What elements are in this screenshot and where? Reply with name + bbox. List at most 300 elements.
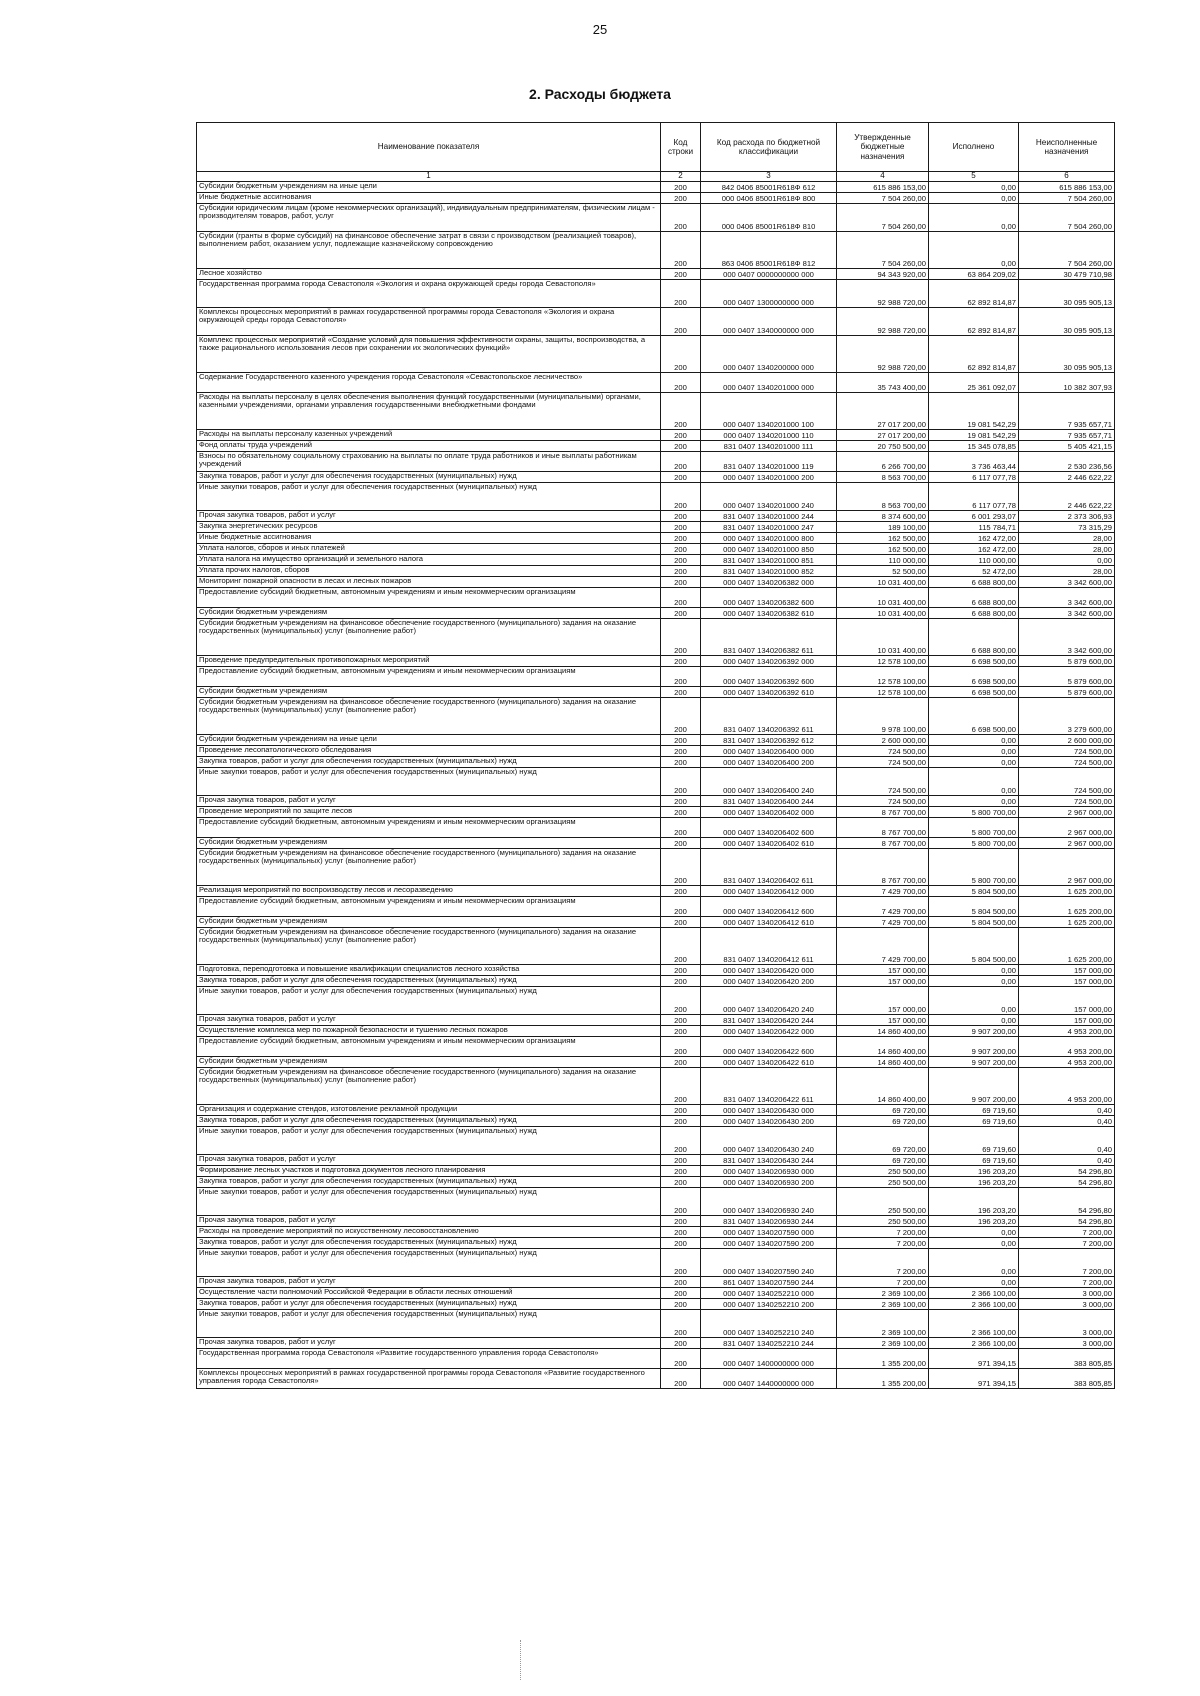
row-approved: 8 767 700,00 bbox=[837, 849, 929, 886]
row-approved: 250 500,00 bbox=[837, 1177, 929, 1188]
row-budget-code: 831 0407 1340206382 611 bbox=[701, 619, 837, 656]
row-line-code: 200 bbox=[661, 1338, 701, 1349]
row-executed: 6 688 800,00 bbox=[929, 588, 1019, 608]
row-budget-code: 000 0407 1340206382 000 bbox=[701, 577, 837, 588]
table-row bbox=[197, 757, 1115, 768]
row-line-code: 200 bbox=[661, 336, 701, 373]
row-unexecuted: 4 953 200,00 bbox=[1019, 1037, 1115, 1057]
row-unexecuted: 5 879 600,00 bbox=[1019, 667, 1115, 687]
row-name: Субсидии бюджетным учреждениям bbox=[197, 1057, 661, 1068]
row-unexecuted: 3 000,00 bbox=[1019, 1299, 1115, 1310]
row-executed: 6 698 500,00 bbox=[929, 656, 1019, 667]
row-executed: 110 000,00 bbox=[929, 555, 1019, 566]
table-row bbox=[197, 1155, 1115, 1166]
row-unexecuted: 28,00 bbox=[1019, 544, 1115, 555]
row-unexecuted: 724 500,00 bbox=[1019, 796, 1115, 807]
row-name: Проведение предупредительных противопожарных мероприятий bbox=[197, 656, 661, 667]
row-unexecuted: 54 296,80 bbox=[1019, 1216, 1115, 1227]
row-approved: 157 000,00 bbox=[837, 965, 929, 976]
row-budget-code: 000 0407 1340252210 240 bbox=[701, 1310, 837, 1338]
row-approved: 724 500,00 bbox=[837, 757, 929, 768]
row-budget-code: 000 0407 1340206930 000 bbox=[701, 1166, 837, 1177]
row-budget-code: 000 0407 1340206400 000 bbox=[701, 746, 837, 757]
table-row bbox=[197, 1238, 1115, 1249]
row-executed: 0,00 bbox=[929, 1277, 1019, 1288]
row-name: Лесное хозяйство bbox=[197, 269, 661, 280]
table-row bbox=[197, 667, 1115, 687]
row-unexecuted: 4 953 200,00 bbox=[1019, 1026, 1115, 1037]
row-executed: 6 688 800,00 bbox=[929, 608, 1019, 619]
row-executed: 0,00 bbox=[929, 204, 1019, 232]
row-budget-code: 000 0407 1340000000 000 bbox=[701, 308, 837, 336]
row-unexecuted: 5 879 600,00 bbox=[1019, 656, 1115, 667]
table-row bbox=[197, 441, 1115, 452]
row-name: Подготовка, переподготовка и повышение квалификации специалистов лесного хозяйства bbox=[197, 965, 661, 976]
row-unexecuted: 1 625 200,00 bbox=[1019, 917, 1115, 928]
row-budget-code: 000 0407 0000000000 000 bbox=[701, 269, 837, 280]
row-line-code: 200 bbox=[661, 1227, 701, 1238]
row-unexecuted: 3 279 600,00 bbox=[1019, 698, 1115, 735]
row-name: Закупка товаров, работ и услуг для обеспечения государственных (муниципальных) нужд bbox=[197, 1238, 661, 1249]
table-row bbox=[197, 886, 1115, 897]
row-name: Иные закупки товаров, работ и услуг для обеспечения государственных (муниципальных) нужд bbox=[197, 1310, 661, 1338]
row-approved: 14 860 400,00 bbox=[837, 1057, 929, 1068]
row-line-code: 200 bbox=[661, 667, 701, 687]
column-number: 3 bbox=[701, 172, 837, 182]
table-row bbox=[197, 1349, 1115, 1369]
table-row bbox=[197, 1338, 1115, 1349]
row-line-code: 200 bbox=[661, 533, 701, 544]
row-approved: 157 000,00 bbox=[837, 976, 929, 987]
row-budget-code: 831 0407 1340201000 851 bbox=[701, 555, 837, 566]
row-approved: 157 000,00 bbox=[837, 1015, 929, 1026]
table-row bbox=[197, 818, 1115, 838]
row-budget-code: 842 0406 85001R618Ф 612 bbox=[701, 182, 837, 193]
row-line-code: 200 bbox=[661, 1299, 701, 1310]
row-unexecuted: 2 600 000,00 bbox=[1019, 735, 1115, 746]
table-row bbox=[197, 1188, 1115, 1216]
row-budget-code: 831 0407 1340206392 612 bbox=[701, 735, 837, 746]
row-approved: 250 500,00 bbox=[837, 1166, 929, 1177]
row-name: Расходы на выплаты персоналу в целях обеспечения выполнения функций государственными (муниципальными) органами, казенными учреждениями, органами управления государственными внебюджетными фондами bbox=[197, 393, 661, 430]
row-name: Организация и содержание стендов, изготовление рекламной продукции bbox=[197, 1105, 661, 1116]
row-approved: 14 860 400,00 bbox=[837, 1026, 929, 1037]
row-budget-code: 831 0407 1340201000 247 bbox=[701, 522, 837, 533]
row-unexecuted: 7 504 260,00 bbox=[1019, 193, 1115, 204]
row-approved: 724 500,00 bbox=[837, 768, 929, 796]
row-name: Закупка товаров, работ и услуг для обеспечения государственных (муниципальных) нужд bbox=[197, 1177, 661, 1188]
row-approved: 162 500,00 bbox=[837, 544, 929, 555]
row-unexecuted: 1 625 200,00 bbox=[1019, 886, 1115, 897]
row-executed: 52 472,00 bbox=[929, 566, 1019, 577]
row-executed: 0,00 bbox=[929, 1249, 1019, 1277]
row-budget-code: 000 0407 1340206422 610 bbox=[701, 1057, 837, 1068]
row-name: Закупка товаров, работ и услуг для обеспечения государственных (муниципальных) нужд bbox=[197, 1299, 661, 1310]
row-line-code: 200 bbox=[661, 472, 701, 483]
row-executed: 69 719,60 bbox=[929, 1155, 1019, 1166]
row-approved: 7 429 700,00 bbox=[837, 928, 929, 965]
row-line-code: 200 bbox=[661, 1068, 701, 1105]
row-line-code: 200 bbox=[661, 588, 701, 608]
row-unexecuted: 2 967 000,00 bbox=[1019, 818, 1115, 838]
row-budget-code: 000 0407 1340252210 200 bbox=[701, 1299, 837, 1310]
row-executed: 9 907 200,00 bbox=[929, 1057, 1019, 1068]
row-name: Закупка товаров, работ и услуг для обеспечения государственных (муниципальных) нужд bbox=[197, 472, 661, 483]
row-budget-code: 000 0407 1340201000 800 bbox=[701, 533, 837, 544]
table-row bbox=[197, 483, 1115, 511]
row-name: Закупка товаров, работ и услуг для обеспечения государственных (муниципальных) нужд bbox=[197, 976, 661, 987]
row-unexecuted: 3 000,00 bbox=[1019, 1288, 1115, 1299]
row-line-code: 200 bbox=[661, 430, 701, 441]
row-unexecuted: 54 296,80 bbox=[1019, 1177, 1115, 1188]
row-name: Субсидии бюджетным учреждениям bbox=[197, 917, 661, 928]
row-unexecuted: 724 500,00 bbox=[1019, 746, 1115, 757]
row-executed: 62 892 814,87 bbox=[929, 308, 1019, 336]
row-budget-code: 000 0407 1340207590 000 bbox=[701, 1227, 837, 1238]
row-unexecuted: 0,40 bbox=[1019, 1127, 1115, 1155]
row-unexecuted: 30 095 905,13 bbox=[1019, 308, 1115, 336]
row-unexecuted: 5 405 421,15 bbox=[1019, 441, 1115, 452]
row-name: Проведение лесопатологического обследования bbox=[197, 746, 661, 757]
row-executed: 6 117 077,78 bbox=[929, 483, 1019, 511]
row-budget-code: 831 0407 1340206402 611 bbox=[701, 849, 837, 886]
row-approved: 92 988 720,00 bbox=[837, 280, 929, 308]
row-unexecuted: 28,00 bbox=[1019, 533, 1115, 544]
row-unexecuted: 4 953 200,00 bbox=[1019, 1057, 1115, 1068]
row-approved: 7 504 260,00 bbox=[837, 193, 929, 204]
row-budget-code: 000 0407 1340201000 100 bbox=[701, 393, 837, 430]
row-executed: 19 081 542,29 bbox=[929, 393, 1019, 430]
row-unexecuted: 30 479 710,98 bbox=[1019, 269, 1115, 280]
row-budget-code: 000 0407 1340207590 240 bbox=[701, 1249, 837, 1277]
row-name: Фонд оплаты труда учреждений bbox=[197, 441, 661, 452]
row-budget-code: 000 0406 85001R618Ф 810 bbox=[701, 204, 837, 232]
row-name: Прочая закупка товаров, работ и услуг bbox=[197, 796, 661, 807]
row-budget-code: 000 0407 1340206402 610 bbox=[701, 838, 837, 849]
row-executed: 9 907 200,00 bbox=[929, 1068, 1019, 1105]
row-executed: 2 366 100,00 bbox=[929, 1288, 1019, 1299]
row-approved: 9 978 100,00 bbox=[837, 698, 929, 735]
row-executed: 2 366 100,00 bbox=[929, 1338, 1019, 1349]
table-row bbox=[197, 193, 1115, 204]
row-unexecuted: 157 000,00 bbox=[1019, 976, 1115, 987]
row-approved: 250 500,00 bbox=[837, 1188, 929, 1216]
row-line-code: 200 bbox=[661, 1249, 701, 1277]
row-unexecuted: 0,40 bbox=[1019, 1105, 1115, 1116]
row-approved: 7 200,00 bbox=[837, 1227, 929, 1238]
row-budget-code: 000 0407 1340206402 000 bbox=[701, 807, 837, 818]
row-approved: 7 429 700,00 bbox=[837, 886, 929, 897]
row-line-code: 200 bbox=[661, 1105, 701, 1116]
row-budget-code: 000 0407 1340201000 000 bbox=[701, 373, 837, 393]
table-row bbox=[197, 619, 1115, 656]
row-line-code: 200 bbox=[661, 796, 701, 807]
table-row bbox=[197, 987, 1115, 1015]
row-name: Иные закупки товаров, работ и услуг для обеспечения государственных (муниципальных) нужд bbox=[197, 987, 661, 1015]
row-budget-code: 000 0407 1340206382 600 bbox=[701, 588, 837, 608]
row-budget-code: 000 0407 1340206412 600 bbox=[701, 897, 837, 917]
table-row bbox=[197, 269, 1115, 280]
header-approved: Утвержденные бюджетные назначения bbox=[837, 123, 929, 172]
row-executed: 63 864 209,02 bbox=[929, 269, 1019, 280]
row-name: Иные закупки товаров, работ и услуг для обеспечения государственных (муниципальных) нужд bbox=[197, 1127, 661, 1155]
table-row bbox=[197, 204, 1115, 232]
row-line-code: 200 bbox=[661, 1288, 701, 1299]
table-row bbox=[197, 1116, 1115, 1127]
row-name: Иные бюджетные ассигнования bbox=[197, 533, 661, 544]
row-approved: 8 767 700,00 bbox=[837, 838, 929, 849]
row-line-code: 200 bbox=[661, 1166, 701, 1177]
row-unexecuted: 2 967 000,00 bbox=[1019, 838, 1115, 849]
column-number: 5 bbox=[929, 172, 1019, 182]
row-line-code: 200 bbox=[661, 849, 701, 886]
row-line-code: 200 bbox=[661, 698, 701, 735]
row-unexecuted: 2 373 306,93 bbox=[1019, 511, 1115, 522]
row-budget-code: 000 0407 1440000000 000 bbox=[701, 1369, 837, 1389]
row-line-code: 200 bbox=[661, 1310, 701, 1338]
row-unexecuted: 7 200,00 bbox=[1019, 1227, 1115, 1238]
row-unexecuted: 2 967 000,00 bbox=[1019, 849, 1115, 886]
row-budget-code: 000 0407 1340206392 000 bbox=[701, 656, 837, 667]
row-line-code: 200 bbox=[661, 735, 701, 746]
row-line-code: 200 bbox=[661, 269, 701, 280]
row-budget-code: 000 0407 1340201000 110 bbox=[701, 430, 837, 441]
row-line-code: 200 bbox=[661, 656, 701, 667]
row-executed: 0,00 bbox=[929, 965, 1019, 976]
row-name: Уплата прочих налогов, сборов bbox=[197, 566, 661, 577]
table-row bbox=[197, 698, 1115, 735]
row-name: Предоставление субсидий бюджетным, автономным учреждениям и иным некоммерческим организациям bbox=[197, 818, 661, 838]
row-name: Иные закупки товаров, работ и услуг для обеспечения государственных (муниципальных) нужд bbox=[197, 768, 661, 796]
row-executed: 2 366 100,00 bbox=[929, 1310, 1019, 1338]
table-row bbox=[197, 1015, 1115, 1026]
table-row bbox=[197, 182, 1115, 193]
row-executed: 5 804 500,00 bbox=[929, 928, 1019, 965]
row-unexecuted: 0,00 bbox=[1019, 555, 1115, 566]
row-budget-code: 863 0406 85001R618Ф 812 bbox=[701, 232, 837, 269]
row-budget-code: 831 0407 1340201000 852 bbox=[701, 566, 837, 577]
table-row bbox=[197, 555, 1115, 566]
row-executed: 0,00 bbox=[929, 1227, 1019, 1238]
table-row bbox=[197, 1177, 1115, 1188]
row-budget-code: 000 0407 1340206392 610 bbox=[701, 687, 837, 698]
row-name: Субсидии бюджетным учреждениям на финансовое обеспечение государственного (муниципального) задания на оказание государственных (муниципальных) услуг (выполнение работ) bbox=[197, 1068, 661, 1105]
row-executed: 62 892 814,87 bbox=[929, 336, 1019, 373]
table-row bbox=[197, 1288, 1115, 1299]
row-approved: 2 369 100,00 bbox=[837, 1338, 929, 1349]
row-approved: 94 343 920,00 bbox=[837, 269, 929, 280]
row-unexecuted: 7 200,00 bbox=[1019, 1249, 1115, 1277]
row-line-code: 200 bbox=[661, 182, 701, 193]
row-line-code: 200 bbox=[661, 544, 701, 555]
row-line-code: 200 bbox=[661, 1026, 701, 1037]
row-line-code: 200 bbox=[661, 393, 701, 430]
header-unexecuted: Неисполненные назначения bbox=[1019, 123, 1115, 172]
header-line-code: Код строки bbox=[661, 123, 701, 172]
row-line-code: 200 bbox=[661, 1037, 701, 1057]
row-approved: 69 720,00 bbox=[837, 1105, 929, 1116]
row-name: Предоставление субсидий бюджетным, автономным учреждениям и иным некоммерческим организациям bbox=[197, 588, 661, 608]
table-row bbox=[197, 1277, 1115, 1288]
row-name: Расходы на выплаты персоналу казенных учреждений bbox=[197, 430, 661, 441]
row-unexecuted: 1 625 200,00 bbox=[1019, 928, 1115, 965]
row-name: Субсидии бюджетным учреждениям bbox=[197, 687, 661, 698]
table-row bbox=[197, 838, 1115, 849]
row-executed: 0,00 bbox=[929, 1015, 1019, 1026]
row-line-code: 200 bbox=[661, 818, 701, 838]
row-name: Субсидии бюджетным учреждениям на финансовое обеспечение государственного (муниципального) задания на оказание государственных (муниципальных) услуг (выполнение работ) bbox=[197, 849, 661, 886]
row-executed: 196 203,20 bbox=[929, 1177, 1019, 1188]
row-budget-code: 000 0407 1340200000 000 bbox=[701, 336, 837, 373]
table-row bbox=[197, 897, 1115, 917]
row-approved: 8 563 700,00 bbox=[837, 472, 929, 483]
row-approved: 8 563 700,00 bbox=[837, 483, 929, 511]
table-row bbox=[197, 849, 1115, 886]
row-approved: 8 767 700,00 bbox=[837, 807, 929, 818]
row-approved: 12 578 100,00 bbox=[837, 687, 929, 698]
row-line-code: 200 bbox=[661, 965, 701, 976]
column-number: 6 bbox=[1019, 172, 1115, 182]
row-budget-code: 831 0407 1340206412 611 bbox=[701, 928, 837, 965]
row-name: Прочая закупка товаров, работ и услуг bbox=[197, 1277, 661, 1288]
row-name: Субсидии юридическим лицам (кроме некоммерческих организаций), индивидуальным предпринимателям, физическим лицам - производителям товаров, работ, услуг bbox=[197, 204, 661, 232]
table-row bbox=[197, 336, 1115, 373]
row-budget-code: 000 0406 85001R618Ф 800 bbox=[701, 193, 837, 204]
row-line-code: 200 bbox=[661, 441, 701, 452]
row-line-code: 200 bbox=[661, 1188, 701, 1216]
row-unexecuted: 724 500,00 bbox=[1019, 757, 1115, 768]
row-approved: 69 720,00 bbox=[837, 1127, 929, 1155]
row-approved: 35 743 400,00 bbox=[837, 373, 929, 393]
row-name: Реализация мероприятий по воспроизводству лесов и лесоразведению bbox=[197, 886, 661, 897]
row-budget-code: 000 0407 1340206930 240 bbox=[701, 1188, 837, 1216]
row-unexecuted: 157 000,00 bbox=[1019, 987, 1115, 1015]
table-row bbox=[197, 232, 1115, 269]
row-line-code: 200 bbox=[661, 1177, 701, 1188]
row-budget-code: 831 0407 1340206392 611 bbox=[701, 698, 837, 735]
row-unexecuted: 3 342 600,00 bbox=[1019, 608, 1115, 619]
budget-expenses-table bbox=[196, 122, 1115, 1389]
table-row bbox=[197, 768, 1115, 796]
row-approved: 7 200,00 bbox=[837, 1238, 929, 1249]
row-unexecuted: 3 000,00 bbox=[1019, 1310, 1115, 1338]
row-name: Субсидии бюджетным учреждениям на финансовое обеспечение государственного (муниципального) задания на оказание государственных (муниципальных) услуг (выполнение работ) bbox=[197, 928, 661, 965]
row-name: Комплексы процессных мероприятий в рамках государственной программы города Севастополя «Экология и охрана окружающей среды города Севастополя» bbox=[197, 308, 661, 336]
row-budget-code: 000 0407 1300000000 000 bbox=[701, 280, 837, 308]
row-approved: 6 266 700,00 bbox=[837, 452, 929, 472]
row-approved: 7 429 700,00 bbox=[837, 917, 929, 928]
table-row bbox=[197, 735, 1115, 746]
row-budget-code: 000 0407 1340201000 200 bbox=[701, 472, 837, 483]
row-executed: 69 719,60 bbox=[929, 1127, 1019, 1155]
row-name: Прочая закупка товаров, работ и услуг bbox=[197, 1155, 661, 1166]
row-unexecuted: 3 000,00 bbox=[1019, 1338, 1115, 1349]
row-executed: 0,00 bbox=[929, 796, 1019, 807]
row-line-code: 200 bbox=[661, 1015, 701, 1026]
table-row bbox=[197, 373, 1115, 393]
row-budget-code: 000 0407 1340206402 600 bbox=[701, 818, 837, 838]
row-executed: 5 800 700,00 bbox=[929, 849, 1019, 886]
row-name: Закупка товаров, работ и услуг для обеспечения государственных (муниципальных) нужд bbox=[197, 1116, 661, 1127]
row-executed: 5 800 700,00 bbox=[929, 807, 1019, 818]
row-line-code: 200 bbox=[661, 768, 701, 796]
row-executed: 0,00 bbox=[929, 1238, 1019, 1249]
row-approved: 10 031 400,00 bbox=[837, 608, 929, 619]
table-row bbox=[197, 577, 1115, 588]
row-approved: 7 429 700,00 bbox=[837, 897, 929, 917]
row-name: Взносы по обязательному социальному страхованию на выплаты по оплате труда работников и иные выплаты работникам учреждений bbox=[197, 452, 661, 472]
row-budget-code: 831 0407 1340206422 611 bbox=[701, 1068, 837, 1105]
row-line-code: 200 bbox=[661, 1369, 701, 1389]
column-number-row bbox=[197, 172, 1115, 182]
row-line-code: 200 bbox=[661, 1127, 701, 1155]
row-unexecuted: 7 504 260,00 bbox=[1019, 232, 1115, 269]
row-name: Комплексы процессных мероприятий в рамках государственной программы города Севастополя «Развитие государственного управления города Севастополя» bbox=[197, 1369, 661, 1389]
row-budget-code: 000 0407 1340206400 240 bbox=[701, 768, 837, 796]
row-approved: 110 000,00 bbox=[837, 555, 929, 566]
row-name: Субсидии бюджетным учреждениям на финансовое обеспечение государственного (муниципального) задания на оказание государственных (муниципальных) услуг (выполнение работ) bbox=[197, 619, 661, 656]
table-row bbox=[197, 1369, 1115, 1389]
row-line-code: 200 bbox=[661, 1349, 701, 1369]
row-budget-code: 831 0407 1340206430 244 bbox=[701, 1155, 837, 1166]
row-budget-code: 000 0407 1340206420 240 bbox=[701, 987, 837, 1015]
table-row bbox=[197, 430, 1115, 441]
row-executed: 0,00 bbox=[929, 746, 1019, 757]
row-executed: 0,00 bbox=[929, 757, 1019, 768]
table-row bbox=[197, 917, 1115, 928]
row-executed: 6 688 800,00 bbox=[929, 577, 1019, 588]
row-line-code: 200 bbox=[661, 757, 701, 768]
row-approved: 12 578 100,00 bbox=[837, 667, 929, 687]
row-line-code: 200 bbox=[661, 1116, 701, 1127]
row-budget-code: 000 0407 1340206430 000 bbox=[701, 1105, 837, 1116]
row-name: Субсидии бюджетным учреждениям bbox=[197, 838, 661, 849]
row-executed: 196 203,20 bbox=[929, 1188, 1019, 1216]
row-executed: 25 361 092,07 bbox=[929, 373, 1019, 393]
row-budget-code: 000 0407 1340207590 200 bbox=[701, 1238, 837, 1249]
row-budget-code: 831 0407 1340201000 119 bbox=[701, 452, 837, 472]
row-executed: 5 804 500,00 bbox=[929, 897, 1019, 917]
row-unexecuted: 383 805,85 bbox=[1019, 1349, 1115, 1369]
row-line-code: 200 bbox=[661, 746, 701, 757]
column-number: 1 bbox=[197, 172, 661, 182]
row-executed: 0,00 bbox=[929, 768, 1019, 796]
row-name: Предоставление субсидий бюджетным, автономным учреждениям и иным некоммерческим организациям bbox=[197, 1037, 661, 1057]
row-line-code: 200 bbox=[661, 373, 701, 393]
row-unexecuted: 54 296,80 bbox=[1019, 1188, 1115, 1216]
row-approved: 157 000,00 bbox=[837, 987, 929, 1015]
row-approved: 92 988 720,00 bbox=[837, 336, 929, 373]
row-approved: 10 031 400,00 bbox=[837, 577, 929, 588]
table-row bbox=[197, 1166, 1115, 1177]
row-line-code: 200 bbox=[661, 928, 701, 965]
table-row bbox=[197, 280, 1115, 308]
column-number: 4 bbox=[837, 172, 929, 182]
table-row bbox=[197, 472, 1115, 483]
section-title: 2. Расходы бюджета bbox=[529, 86, 671, 102]
row-unexecuted: 30 095 905,13 bbox=[1019, 280, 1115, 308]
scan-mark bbox=[520, 1640, 522, 1680]
row-budget-code: 000 0407 1400000000 000 bbox=[701, 1349, 837, 1369]
row-name: Проведение мероприятий по защите лесов bbox=[197, 807, 661, 818]
row-budget-code: 000 0407 1340201000 240 bbox=[701, 483, 837, 511]
row-name: Расходы на проведение мероприятий по искусственному лесовосстановлению bbox=[197, 1227, 661, 1238]
row-executed: 69 719,60 bbox=[929, 1116, 1019, 1127]
row-name: Иные закупки товаров, работ и услуг для обеспечения государственных (муниципальных) нужд bbox=[197, 483, 661, 511]
row-approved: 7 504 260,00 bbox=[837, 204, 929, 232]
row-executed: 6 001 293,07 bbox=[929, 511, 1019, 522]
row-executed: 115 784,71 bbox=[929, 522, 1019, 533]
